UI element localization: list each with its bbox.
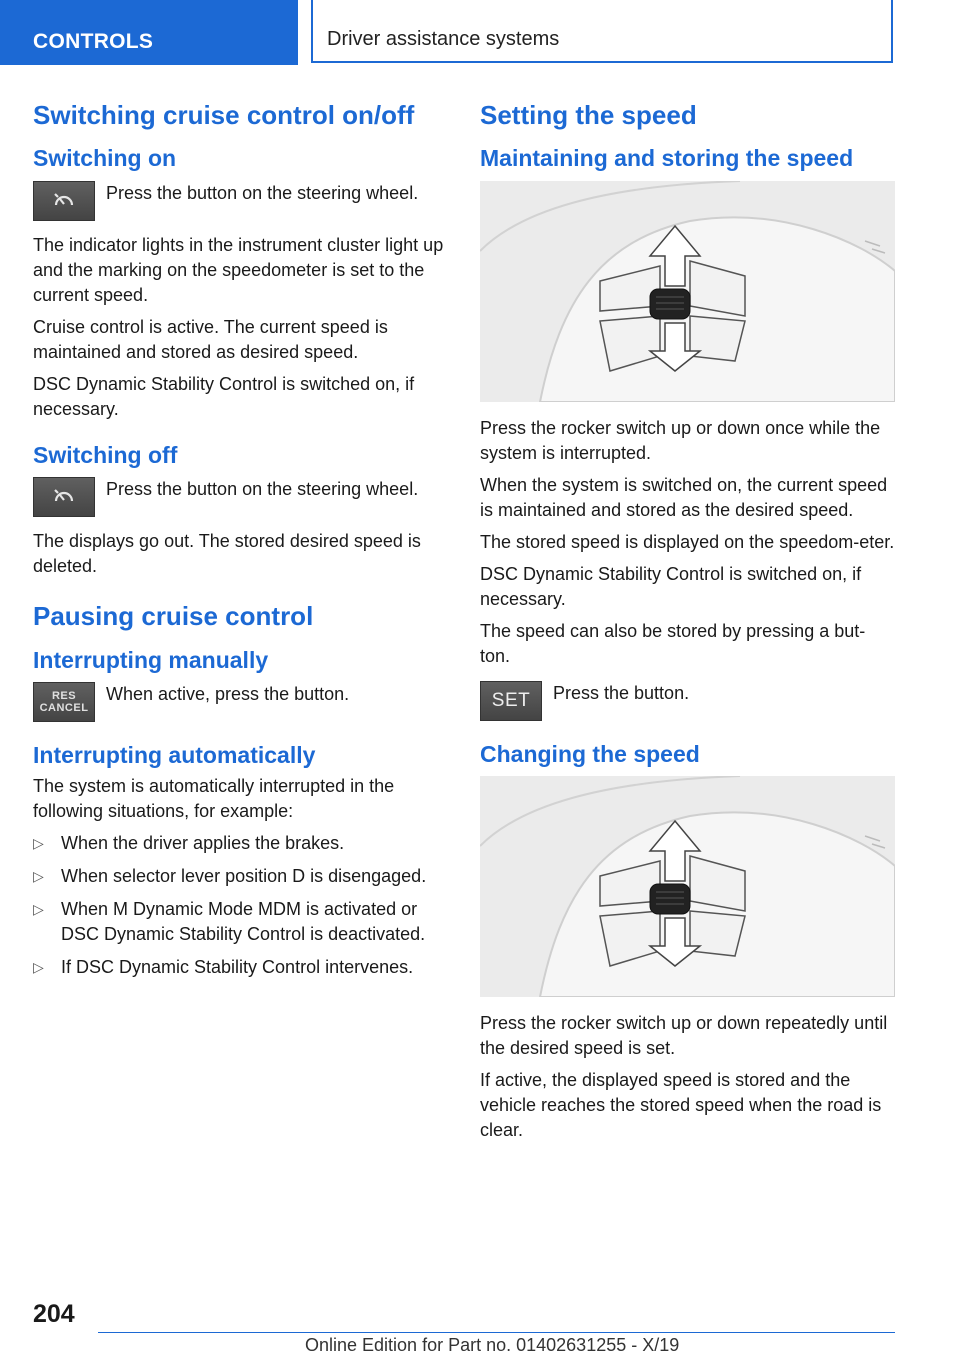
header-section-tab bbox=[0, 0, 298, 65]
switch-on-button-text: Press the button on the steering wheel. bbox=[106, 182, 419, 203]
heading-switching-cruise-control: Switching cruise control on/off bbox=[33, 100, 415, 130]
header-section-label: CONTROLS bbox=[33, 29, 154, 53]
heading-setting-the-speed: Setting the speed bbox=[480, 100, 697, 130]
paragraph: Press the rocker switch up or down once while the system is interrupted. bbox=[480, 417, 881, 463]
auto-interrupt-list bbox=[33, 831, 447, 980]
left-column bbox=[33, 100, 447, 988]
set-button-row bbox=[480, 681, 895, 721]
paragraph: The system is automatically interrupted in the following situations, for example: bbox=[33, 775, 395, 821]
footer-divider bbox=[98, 1332, 895, 1333]
footer-edition: Online Edition for Part no. 01402631255 - X/19 bbox=[305, 1335, 680, 1355]
triangle-bullet-icon: ▷ bbox=[33, 958, 44, 975]
paragraph: DSC Dynamic Stability Control is switched on, if necessary. bbox=[480, 563, 862, 609]
list-item: ▷ When M Dynamic Mode MDM is activated or DSC Dynamic Stability Control is deactivated. bbox=[33, 898, 426, 944]
res-label: RES bbox=[51, 690, 77, 703]
paragraph: DSC Dynamic Stability Control is switched on, if necessary. bbox=[33, 373, 415, 419]
manual-button-text: When active, press the button. bbox=[106, 684, 350, 705]
switch-off-button-text: Press the button on the steering wheel. bbox=[106, 479, 419, 500]
res-cancel-button-row bbox=[33, 682, 447, 722]
heading-maintaining-storing: Maintaining and storing the speed bbox=[480, 145, 854, 172]
cruise-control-icon bbox=[33, 181, 95, 221]
heading-interrupting-manually: Interrupting manually bbox=[33, 646, 269, 673]
list-item: ▷ When selector lever position D is disengaged. bbox=[33, 864, 447, 889]
heading-switching-off: Switching off bbox=[33, 441, 178, 468]
paragraph: Press the rocker switch up or down repeatedly until the desired speed is set. bbox=[480, 1013, 888, 1059]
header-chapter-label: Driver assistance systems bbox=[327, 28, 560, 50]
page-number: 204 bbox=[33, 1300, 75, 1328]
set-label: SET bbox=[491, 689, 531, 711]
heading-switching-on: Switching on bbox=[33, 145, 177, 172]
rocker-switch-illustration bbox=[480, 776, 895, 997]
set-button-icon bbox=[480, 681, 542, 721]
heading-interrupting-automatically: Interrupting automatically bbox=[33, 742, 316, 769]
header-chapter-box bbox=[311, 0, 893, 63]
paragraph: When the system is switched on, the current speed is maintained and stored as the desired speed. bbox=[480, 474, 888, 520]
triangle-bullet-icon: ▷ bbox=[33, 834, 44, 851]
switch-off-button-row bbox=[33, 477, 447, 517]
res-cancel-icon bbox=[33, 682, 95, 722]
switch-on-button-row bbox=[33, 181, 447, 221]
triangle-bullet-icon: ▷ bbox=[33, 867, 44, 884]
cancel-label: CANCEL bbox=[39, 702, 89, 715]
rocker-switch-illustration bbox=[480, 181, 895, 402]
paragraph: The stored speed is displayed on the speedom-eter. bbox=[480, 531, 895, 552]
paragraph: The displays go out. The stored desired speed is deleted. bbox=[33, 531, 421, 577]
set-button-text: Press the button. bbox=[553, 682, 690, 703]
list-item: ▷ When the driver applies the brakes. bbox=[33, 831, 447, 856]
paragraph: The indicator lights in the instrument cluster light up and the marking on the speedometer is set to the current speed. bbox=[33, 234, 444, 305]
cruise-control-icon bbox=[33, 477, 95, 517]
list-item: ▷ If DSC Dynamic Stability Control intervenes. bbox=[33, 955, 447, 980]
paragraph: Cruise control is active. The current speed is maintained and stored as desired speed. bbox=[33, 316, 388, 362]
heading-changing-the-speed: Changing the speed bbox=[480, 740, 700, 767]
triangle-bullet-icon: ▷ bbox=[33, 900, 44, 917]
paragraph: If active, the displayed speed is stored and the vehicle reaches the stored speed when the road is clear. bbox=[480, 1070, 882, 1141]
paragraph: The speed can also be stored by pressing a but-ton. bbox=[480, 620, 866, 666]
heading-pausing-cruise-control: Pausing cruise control bbox=[33, 601, 314, 632]
right-column bbox=[480, 100, 895, 1150]
